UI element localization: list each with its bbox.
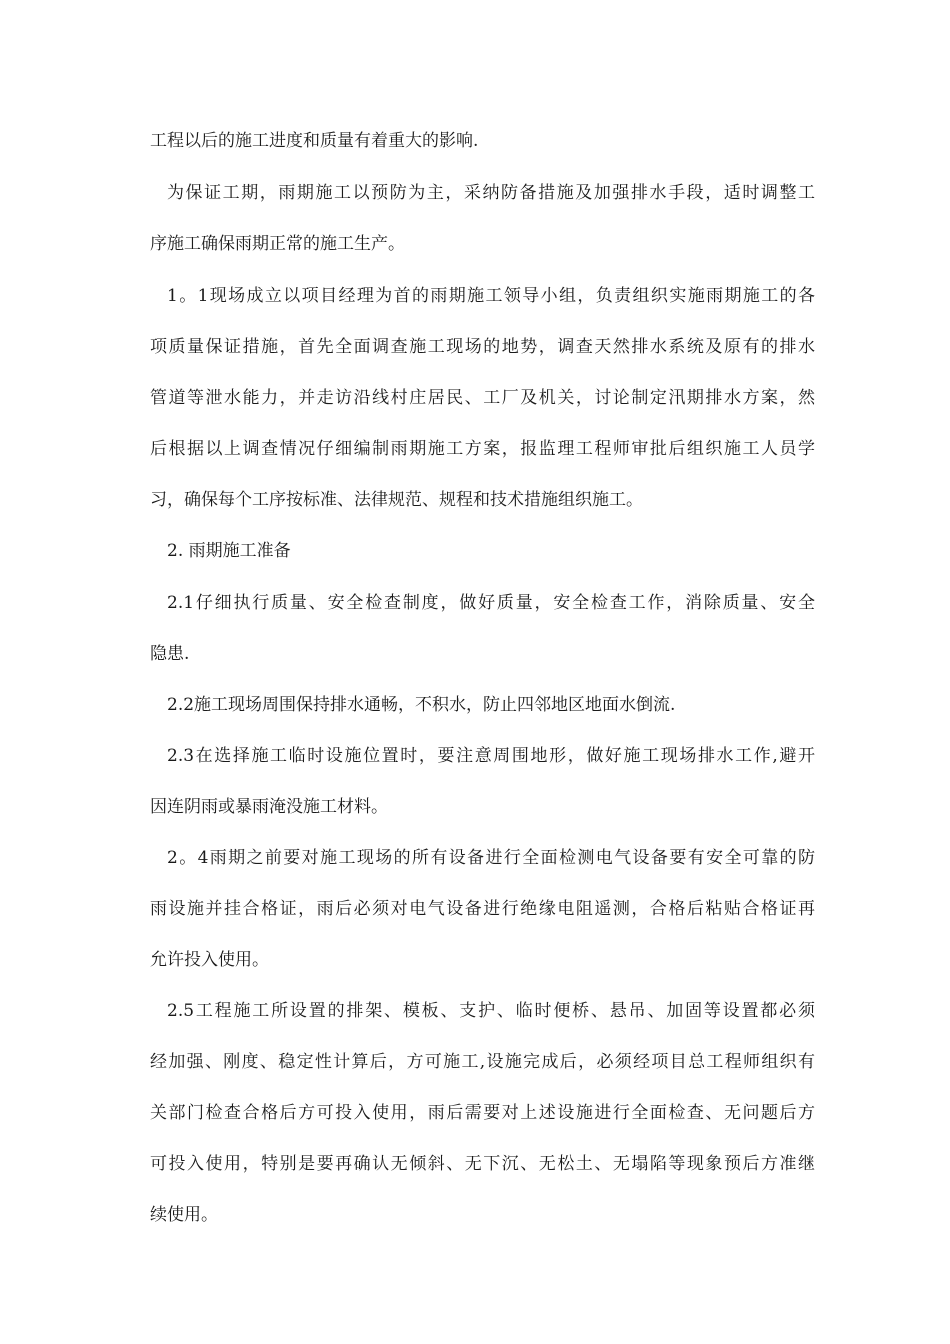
paragraph-first-line: 1。1现场成立以项目经理为首的雨期施工领导小组，负责组织实施雨期施工的各 — [167, 286, 815, 306]
paragraph-first-line: 2.5工程施工所设置的排架、模板、支护、临时便桥、悬吊、加固等设置都必须 — [167, 1001, 815, 1021]
paragraph-first-line: 2。4雨期之前要对施工现场的所有设备进行全面检测电气设备要有安全可靠的防 — [167, 848, 815, 868]
text-line: 因连阴雨或暴雨淹没施工材料。 — [150, 797, 388, 817]
text-line: 管道等泄水能力，并走访沿线村庄居民、工厂及机关，讨论制定汛期排水方案，然 — [150, 388, 815, 408]
text-line: 习，确保每个工序按标准、法律规范、规程和技术措施组织施工。 — [150, 490, 643, 510]
paragraph-first-line: 2.2施工现场周围保持排水通畅，不积水，防止四邻地区地面水倒流. — [167, 695, 676, 715]
section-heading: 2. 雨期施工准备 — [167, 541, 291, 561]
text-line: 项质量保证措施，首先全面调查施工现场的地势，调查天然排水系统及原有的排水 — [150, 337, 815, 357]
text-line: 经加强、刚度、稳定性计算后，方可施工,设施完成后，必须经项目总工程师组织有 — [150, 1052, 815, 1072]
text-line: 雨设施并挂合格证，雨后必须对电气设备进行绝缘电阻遥测，合格后粘贴合格证再 — [150, 899, 815, 919]
paragraph-first-line: 2.3在选择施工临时设施位置时，要注意周围地形，做好施工现场排水工作,避开 — [167, 746, 815, 766]
text-line: 续使用。 — [150, 1205, 218, 1225]
text-line: 允许投入使用。 — [150, 950, 269, 970]
text-line: 可投入使用，特别是要再确认无倾斜、无下沉、无松土、无塌陷等现象预后方准继 — [150, 1154, 815, 1174]
text-line: 工程以后的施工进度和质量有着重大的影响. — [150, 131, 479, 151]
text-line: 后根据以上调查情况仔细编制雨期施工方案，报监理工程师审批后组织施工人员学 — [150, 439, 815, 459]
text-line: 隐患. — [150, 644, 190, 664]
paragraph-first-line: 为保证工期，雨期施工以预防为主，采纳防备措施及加强排水手段，适时调整工 — [167, 183, 815, 203]
text-line: 序施工确保雨期正常的施工生产。 — [150, 234, 405, 254]
paragraph-first-line: 2.1仔细执行质量、安全检查制度，做好质量，安全检查工作，消除质量、安全 — [167, 593, 815, 613]
text-line: 关部门检查合格后方可投入使用，雨后需要对上述设施进行全面检查、无问题后方 — [150, 1103, 815, 1123]
